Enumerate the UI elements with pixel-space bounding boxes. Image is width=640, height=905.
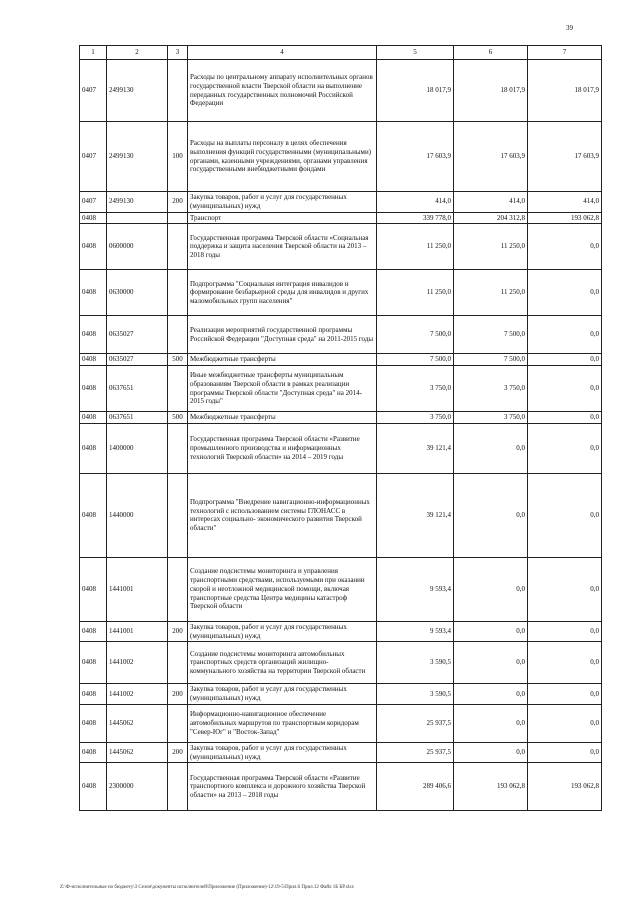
section-code-cell: 0408 [80, 212, 107, 224]
item-name-cell: Государственная программа Тверской области «Развитие транспортного комплекса и дорожного хозяйства Тверской области» на 2013 – 2018 годы [188, 763, 377, 811]
expense-type-cell: 200 [168, 192, 188, 213]
section-code-cell: 0407 [80, 192, 107, 213]
target-code-cell: 1441002 [107, 642, 168, 684]
amount-2014-cell: 339 778,0 [377, 212, 454, 224]
amount-2016-cell: 18 017,9 [528, 60, 602, 122]
table-row [80, 621, 602, 642]
target-code-cell: 0630000 [107, 270, 168, 316]
amount-2015-cell: 18 017,9 [454, 60, 528, 122]
target-code-cell: 2499130 [107, 122, 168, 192]
amount-2015-cell: 414,0 [454, 192, 528, 213]
amount-2014-cell: 9 593,4 [377, 621, 454, 642]
amount-2015-cell: 193 062,8 [454, 763, 528, 811]
table-row [80, 557, 602, 621]
amount-2015-cell: 3 750,0 [454, 412, 528, 424]
table-row [80, 224, 602, 270]
table-row [80, 412, 602, 424]
header-cell: 2 [107, 46, 168, 60]
section-code-cell: 0408 [80, 557, 107, 621]
amount-2014-cell: 9 593,4 [377, 557, 454, 621]
section-code-cell: 0408 [80, 642, 107, 684]
expense-type-cell [168, 212, 188, 224]
item-name-cell: Расходы на выплаты персоналу в целях обеспечения выполнения функций государственными (муниципальными) органами, казенными учреждениями, органами управления государственными внебюджетными фондами [188, 122, 377, 192]
expense-type-cell [168, 423, 188, 473]
section-code-cell: 0407 [80, 122, 107, 192]
amount-2015-cell: 17 603,9 [454, 122, 528, 192]
target-code-cell: 1400000 [107, 423, 168, 473]
amount-2015-cell: 0,0 [454, 742, 528, 763]
table-row [80, 473, 602, 557]
target-code-cell [107, 212, 168, 224]
amount-2014-cell: 7 500,0 [377, 354, 454, 366]
item-name-cell: Закупка товаров, работ и услуг для государственных (муниципальных) нужд [188, 742, 377, 763]
amount-2014-cell: 11 250,0 [377, 270, 454, 316]
item-name-cell: Транспорт [188, 212, 377, 224]
amount-2014-cell: 39 121,4 [377, 423, 454, 473]
amount-2016-cell: 0,0 [528, 621, 602, 642]
target-code-cell: 1441002 [107, 684, 168, 705]
table-row [80, 212, 602, 224]
section-code-cell: 0408 [80, 423, 107, 473]
expense-type-cell [168, 763, 188, 811]
amount-2016-cell: 0,0 [528, 270, 602, 316]
header-cell: 7 [528, 46, 602, 60]
amount-2015-cell: 0,0 [454, 684, 528, 705]
item-name-cell: Государственная программа Тверской области «Развитие промышленного производства и информационных технологий Тверской области» на 2014 – 2019 годы [188, 423, 377, 473]
section-code-cell: 0408 [80, 763, 107, 811]
table-row [80, 192, 602, 213]
amount-2016-cell: 0,0 [528, 473, 602, 557]
header-cell: 5 [377, 46, 454, 60]
expense-type-cell: 500 [168, 354, 188, 366]
target-code-cell: 0637651 [107, 412, 168, 424]
header-row [80, 46, 602, 60]
amount-2016-cell: 414,0 [528, 192, 602, 213]
amount-2016-cell: 0,0 [528, 423, 602, 473]
expense-type-cell [168, 60, 188, 122]
table-row [80, 270, 602, 316]
amount-2016-cell: 0,0 [528, 412, 602, 424]
item-name-cell: Межбюджетные трансферты [188, 354, 377, 366]
amount-2014-cell: 25 937,5 [377, 742, 454, 763]
section-code-cell: 0408 [80, 224, 107, 270]
header-cell: 3 [168, 46, 188, 60]
expense-type-cell: 100 [168, 122, 188, 192]
amount-2016-cell: 0,0 [528, 224, 602, 270]
amount-2015-cell: 0,0 [454, 621, 528, 642]
section-code-cell: 0408 [80, 684, 107, 705]
item-name-cell: Закупка товаров, работ и услуг для государственных (муниципальных) нужд [188, 192, 377, 213]
amount-2014-cell: 3 750,0 [377, 412, 454, 424]
target-code-cell: 1441001 [107, 621, 168, 642]
amount-2015-cell: 204 312,8 [454, 212, 528, 224]
amount-2014-cell: 3 590,5 [377, 684, 454, 705]
section-code-cell: 0408 [80, 742, 107, 763]
table-row [80, 354, 602, 366]
target-code-cell: 2499130 [107, 192, 168, 213]
amount-2016-cell: 0,0 [528, 704, 602, 742]
expense-type-cell [168, 316, 188, 354]
item-name-cell: Информационно-навигационное обеспечение автомобильных маршрутов по транспортным коридорам "Север-Юг" и "Восток-Запад" [188, 704, 377, 742]
section-code-cell: 0408 [80, 270, 107, 316]
target-code-cell: 0637651 [107, 366, 168, 412]
amount-2015-cell: 0,0 [454, 642, 528, 684]
section-code-cell: 0408 [80, 366, 107, 412]
amount-2014-cell: 17 603,9 [377, 122, 454, 192]
table-row [80, 366, 602, 412]
item-name-cell: Создание подсистемы мониторинга и управления транспортными средствами, используемыми при оказании скорой и неотложной медицинской помощи, включая транспортные средства Центра медицины катастроф Тверской области [188, 557, 377, 621]
item-name-cell: Государственная программа Тверской области «Социальная поддержка и защита населения Тверской области на 2013 – 2018 годы [188, 224, 377, 270]
table-row [80, 642, 602, 684]
expense-type-cell [168, 366, 188, 412]
section-code-cell: 0408 [80, 704, 107, 742]
amount-2014-cell: 11 250,0 [377, 224, 454, 270]
budget-table [79, 45, 602, 811]
amount-2016-cell: 17 603,9 [528, 122, 602, 192]
amount-2015-cell: 3 750,0 [454, 366, 528, 412]
expense-type-cell [168, 270, 188, 316]
amount-2015-cell: 11 250,0 [454, 270, 528, 316]
amount-2016-cell: 0,0 [528, 354, 602, 366]
item-name-cell: Закупка товаров, работ и услуг для государственных (муниципальных) нужд [188, 621, 377, 642]
amount-2014-cell: 289 406,6 [377, 763, 454, 811]
table-row [80, 763, 602, 811]
table-row [80, 60, 602, 122]
item-name-cell: Закупка товаров, работ и услуг для государственных (муниципальных) нужд [188, 684, 377, 705]
amount-2016-cell: 0,0 [528, 684, 602, 705]
target-code-cell: 2499130 [107, 60, 168, 122]
amount-2014-cell: 3 590,5 [377, 642, 454, 684]
file-path-footer: Z:\Ф-исполнительные по бюджету\3 Сезон\документы исполнителей\Приложение (Приложение)-12\19-5\Прил.6 Прил.12 Файл 1Б БР.xlsx [60, 885, 355, 890]
amount-2014-cell: 39 121,4 [377, 473, 454, 557]
amount-2016-cell: 0,0 [528, 742, 602, 763]
amount-2016-cell: 0,0 [528, 557, 602, 621]
target-code-cell: 1440000 [107, 473, 168, 557]
table-row [80, 704, 602, 742]
amount-2014-cell: 414,0 [377, 192, 454, 213]
expense-type-cell: 200 [168, 742, 188, 763]
expense-type-cell: 500 [168, 412, 188, 424]
header-cell: 6 [454, 46, 528, 60]
expense-type-cell [168, 642, 188, 684]
target-code-cell: 0600000 [107, 224, 168, 270]
target-code-cell: 0635027 [107, 354, 168, 366]
table-row [80, 684, 602, 705]
header-cell: 1 [80, 46, 107, 60]
section-code-cell: 0408 [80, 412, 107, 424]
table-row [80, 423, 602, 473]
item-name-cell: Подпрограмма "Внедрение навигационно-информационных технологий с использованием системы ГЛОНАСС в интересах социально- экономического развития Тверской области" [188, 473, 377, 557]
amount-2015-cell: 11 250,0 [454, 224, 528, 270]
expense-type-cell [168, 473, 188, 557]
target-code-cell: 1445062 [107, 742, 168, 763]
amount-2016-cell: 0,0 [528, 316, 602, 354]
expense-type-cell [168, 224, 188, 270]
expense-type-cell: 200 [168, 621, 188, 642]
amount-2016-cell: 0,0 [528, 366, 602, 412]
amount-2015-cell: 0,0 [454, 557, 528, 621]
expense-type-cell: 200 [168, 684, 188, 705]
table-row [80, 316, 602, 354]
section-code-cell: 0408 [80, 316, 107, 354]
amount-2014-cell: 3 750,0 [377, 366, 454, 412]
item-name-cell: Создание подсистемы мониторинга автомобильных транспортных средств организаций жилищно-коммунального хозяйства на территории Тверской области [188, 642, 377, 684]
item-name-cell: Подпрограмма "Социальная интеграция инвалидов и формирование безбарьерной среды для инвалидов и других маломобильных групп населения" [188, 270, 377, 316]
expense-type-cell [168, 704, 188, 742]
target-code-cell: 2300000 [107, 763, 168, 811]
item-name-cell: Иные межбюджетные трансферты муниципальным образованиям Тверской области в рамках реализации программы Тверской области "Доступная среда" на 2014-2015 годы" [188, 366, 377, 412]
section-code-cell: 0408 [80, 473, 107, 557]
target-code-cell: 1445062 [107, 704, 168, 742]
item-name-cell: Реализация мероприятий государственной программы Российской Федерации "Доступная среда" на 2011-2015 годы [188, 316, 377, 354]
amount-2014-cell: 25 937,5 [377, 704, 454, 742]
amount-2016-cell: 193 062,8 [528, 763, 602, 811]
item-name-cell: Межбюджетные трансферты [188, 412, 377, 424]
table-body [80, 46, 602, 811]
section-code-cell: 0408 [80, 354, 107, 366]
amount-2015-cell: 0,0 [454, 704, 528, 742]
amount-2015-cell: 0,0 [454, 473, 528, 557]
target-code-cell: 0635027 [107, 316, 168, 354]
table-row [80, 122, 602, 192]
header-cell: 4 [188, 46, 377, 60]
section-code-cell: 0407 [80, 60, 107, 122]
item-name-cell: Расходы по центральному аппарату исполнительных органов государственной власти Тверской области на выполнение переданных государственных полномочий Российской Федерации [188, 60, 377, 122]
section-code-cell: 0408 [80, 621, 107, 642]
amount-2014-cell: 18 017,9 [377, 60, 454, 122]
amount-2015-cell: 0,0 [454, 423, 528, 473]
amount-2016-cell: 0,0 [528, 642, 602, 684]
target-code-cell: 1441001 [107, 557, 168, 621]
amount-2014-cell: 7 500,0 [377, 316, 454, 354]
page-number: 39 [566, 24, 573, 32]
amount-2016-cell: 193 062,8 [528, 212, 602, 224]
table-row [80, 742, 602, 763]
amount-2015-cell: 7 500,0 [454, 316, 528, 354]
amount-2015-cell: 7 500,0 [454, 354, 528, 366]
expense-type-cell [168, 557, 188, 621]
